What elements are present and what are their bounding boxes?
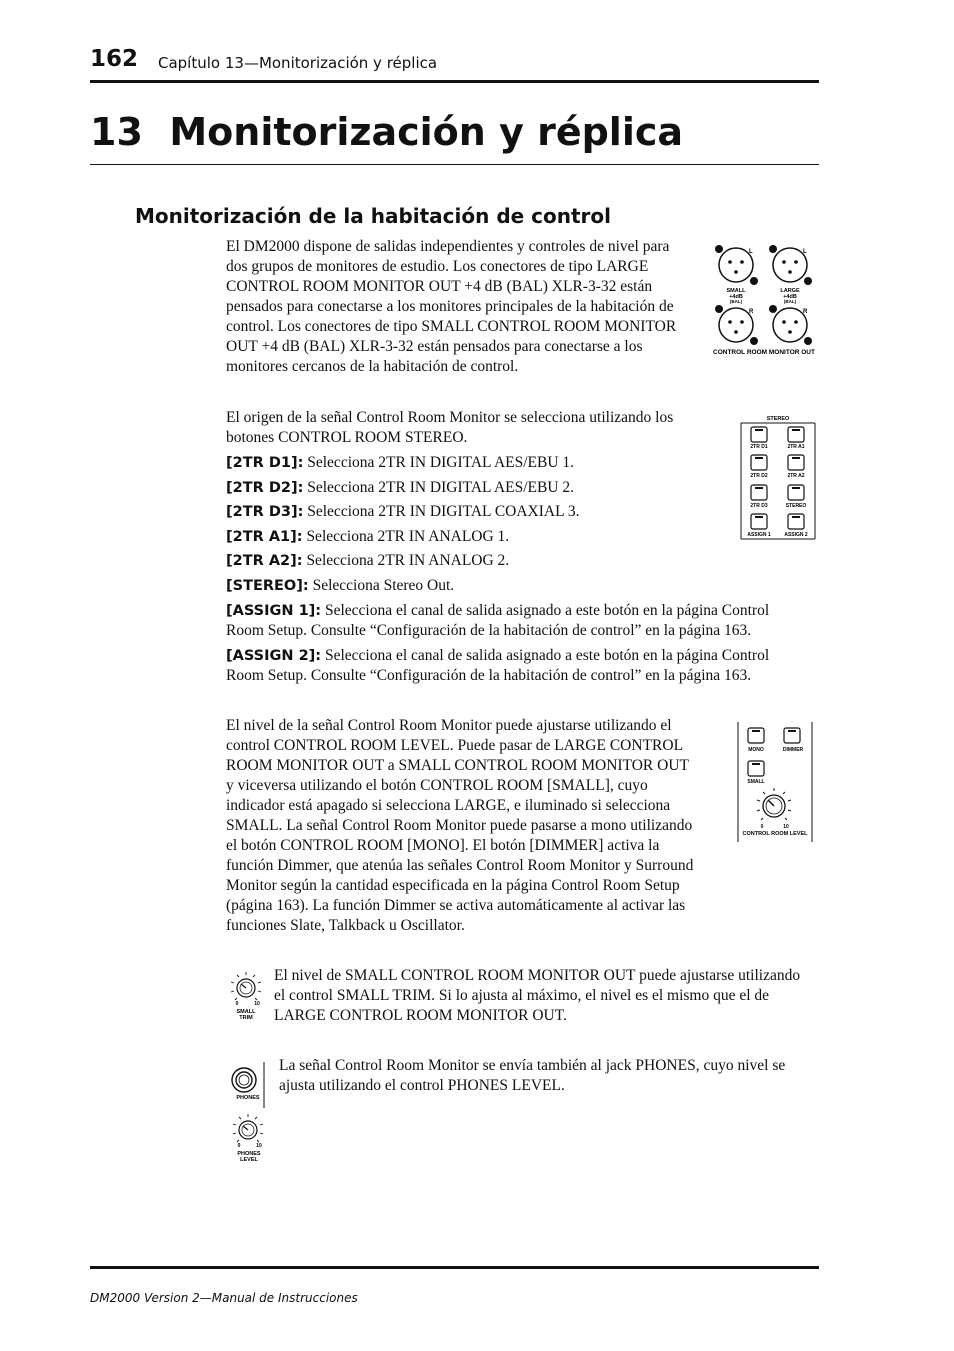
list-item: [2TR A1]: Selecciona 2TR IN ANALOG 1. bbox=[226, 528, 510, 545]
footer-rule bbox=[90, 1266, 819, 1269]
control-room-level-figure bbox=[736, 722, 816, 844]
text-line: LARGE CONTROL ROOM MONITOR OUT. bbox=[274, 1007, 567, 1024]
xlr-jack-small-r bbox=[719, 308, 753, 342]
list-item: [2TR D1]: Selecciona 2TR IN DIGITAL AES/EBU 1. bbox=[226, 454, 575, 471]
label-l: L bbox=[749, 249, 753, 255]
text-line: El DM2000 dispone de salidas independientes y controles de nivel para bbox=[226, 238, 670, 255]
running-header: Capítulo 13—Monitorización y réplica bbox=[158, 54, 438, 72]
button-label: 2TR D2 bbox=[750, 473, 768, 479]
label-large: LARGE bbox=[780, 288, 800, 294]
phones-figure bbox=[226, 1060, 272, 1166]
xlr-jack-large-r bbox=[773, 308, 807, 342]
header-rule bbox=[90, 80, 819, 83]
text-line: CONTROL ROOM MONITOR OUT +4 dB (BAL) XLR-3-32 están bbox=[226, 278, 653, 295]
text-line: Monitor según la cantidad especificada en la página Control Room Setup bbox=[226, 877, 680, 894]
label-level: +4dB bbox=[783, 294, 797, 300]
level-caption: CONTROL ROOM LEVEL bbox=[742, 831, 808, 837]
button-label: 2TR A2 bbox=[787, 473, 805, 479]
list-item: [ASSIGN 1]: Selecciona el canal de salida asignado a este botón en la página Control bbox=[226, 602, 770, 619]
text-line: OUT +4 dB (BAL) XLR-3-32 están pensados para conectarse a los bbox=[226, 338, 643, 355]
text-line: función Dimmer, que atenúa las señales Control Room Monitor y Surround bbox=[226, 857, 694, 874]
text-line: (página 163). La función Dimmer se activa automáticamente al activar las bbox=[226, 897, 686, 914]
text-line: El nivel de la señal Control Room Monitor puede ajustarse utilizando el bbox=[226, 717, 672, 734]
chapter-title: 13 Monitorización y réplica bbox=[90, 110, 684, 154]
scale-max: 10 bbox=[254, 1001, 260, 1007]
text-line: el botón CONTROL ROOM [MONO]. El botón [DIMMER] activa la bbox=[226, 837, 660, 854]
xlr-jack-large-l bbox=[773, 248, 807, 282]
xlr-caption: CONTROL ROOM MONITOR OUT bbox=[713, 349, 815, 356]
text-line: ROOM MONITOR OUT a SMALL CONTROL ROOM MONITOR OUT bbox=[226, 757, 690, 774]
text-line: La señal Control Room Monitor se envía también al jack PHONES, cuyo nivel se bbox=[279, 1057, 786, 1074]
label-level: +4dB bbox=[729, 294, 743, 300]
control-room-level-knob[interactable] bbox=[757, 788, 791, 820]
text-line: monitores cercanos de la habitación de control. bbox=[226, 358, 519, 375]
label-r: R bbox=[803, 309, 808, 315]
text-line: SMALL. La señal Control Room Monitor puede pasarse a mono utilizando bbox=[226, 817, 693, 834]
label-small: SMALL bbox=[726, 288, 746, 294]
scale-min: 0 bbox=[760, 824, 764, 830]
dimmer-label: DIMMER bbox=[782, 747, 804, 753]
list-item-continuation: Room Setup. Consulte “Configuración de la habitación de control” en la página 163. bbox=[226, 622, 752, 639]
label-bal: (BAL) bbox=[729, 299, 743, 304]
stereo-title: STEREO bbox=[766, 416, 790, 422]
scale-max: 10 bbox=[256, 1143, 262, 1149]
section-title: Monitorización de la habitación de control bbox=[135, 204, 612, 228]
text-line: El nivel de SMALL CONTROL ROOM MONITOR OUT puede ajustarse utilizando bbox=[274, 967, 801, 984]
small-trim-figure bbox=[228, 968, 268, 1024]
chapter-rule bbox=[90, 164, 819, 165]
phones-level-knob[interactable] bbox=[233, 1114, 263, 1142]
phones-jack[interactable] bbox=[232, 1068, 256, 1092]
small-label: SMALL bbox=[747, 779, 765, 785]
button-label: 2TR D3 bbox=[750, 503, 768, 509]
scale-min: 0 bbox=[235, 1001, 239, 1007]
text-line: pensados para conectarse a los monitores principales de la habitación de bbox=[226, 298, 674, 315]
footer-text: DM2000 Version 2—Manual de Instrucciones bbox=[90, 1291, 358, 1305]
mono-label: MONO bbox=[748, 747, 764, 753]
phones-level-label: LEVEL bbox=[240, 1157, 258, 1163]
text-line: control CONTROL ROOM LEVEL. Puede pasar de LARGE CONTROL bbox=[226, 737, 684, 754]
button-label: 2TR D1 bbox=[750, 444, 768, 450]
phones-level-label: PHONES bbox=[237, 1151, 261, 1157]
button-label: STEREO bbox=[785, 503, 807, 509]
text-line: El origen de la señal Control Room Monitor se selecciona utilizando los bbox=[226, 409, 674, 426]
xlr-jack-small-l bbox=[719, 248, 753, 282]
text-line: dos grupos de monitores de estudio. Los conectores de tipo LARGE bbox=[226, 258, 649, 275]
text-line: y viceversa utilizando el botón CONTROL ROOM [SMALL], cuyo bbox=[226, 777, 648, 794]
button-label: ASSIGN 2 bbox=[784, 532, 808, 538]
list-item: [2TR A2]: Selecciona 2TR IN ANALOG 2. bbox=[226, 552, 510, 569]
label-l: L bbox=[803, 249, 807, 255]
list-item: [STEREO]: Selecciona Stereo Out. bbox=[226, 577, 455, 594]
text-line: el control SMALL TRIM. Si lo ajusta al máximo, el nivel es el mismo que el de bbox=[274, 987, 770, 1004]
text-line: funciones Slate, Talkback u Oscillator. bbox=[226, 917, 465, 934]
text-line: control. Los conectores de tipo SMALL CONTROL ROOM MONITOR bbox=[226, 318, 677, 335]
scale-max: 10 bbox=[783, 824, 789, 830]
button-label: 2TR A1 bbox=[787, 444, 805, 450]
text-line: indicador está apagado si selecciona LARGE, e iluminado si selecciona bbox=[226, 797, 671, 814]
button-label: ASSIGN 1 bbox=[747, 532, 771, 538]
trim-label: SMALL bbox=[236, 1009, 256, 1015]
list-item: [2TR D2]: Selecciona 2TR IN DIGITAL AES/EBU 2. bbox=[226, 479, 575, 496]
phones-jack-label: PHONES bbox=[236, 1095, 260, 1101]
text-line: botones CONTROL ROOM STEREO. bbox=[226, 429, 468, 446]
text-line: ajusta utilizando el control PHONES LEVEL. bbox=[279, 1077, 565, 1094]
page-number: 162 bbox=[90, 46, 139, 72]
list-item: [2TR D3]: Selecciona 2TR IN DIGITAL COAXIAL 3. bbox=[226, 503, 580, 520]
label-bal: (BAL) bbox=[783, 299, 797, 304]
list-item-continuation: Room Setup. Consulte “Configuración de la habitación de control” en la página 163. bbox=[226, 667, 752, 684]
label-r: R bbox=[749, 309, 754, 315]
trim-label: TRIM bbox=[239, 1015, 253, 1021]
xlr-connectors-figure bbox=[708, 242, 820, 358]
small-trim-knob[interactable] bbox=[231, 972, 261, 1000]
scale-min: 0 bbox=[237, 1143, 241, 1149]
list-item: [ASSIGN 2]: Selecciona el canal de salida asignado a este botón en la página Control bbox=[226, 647, 770, 664]
